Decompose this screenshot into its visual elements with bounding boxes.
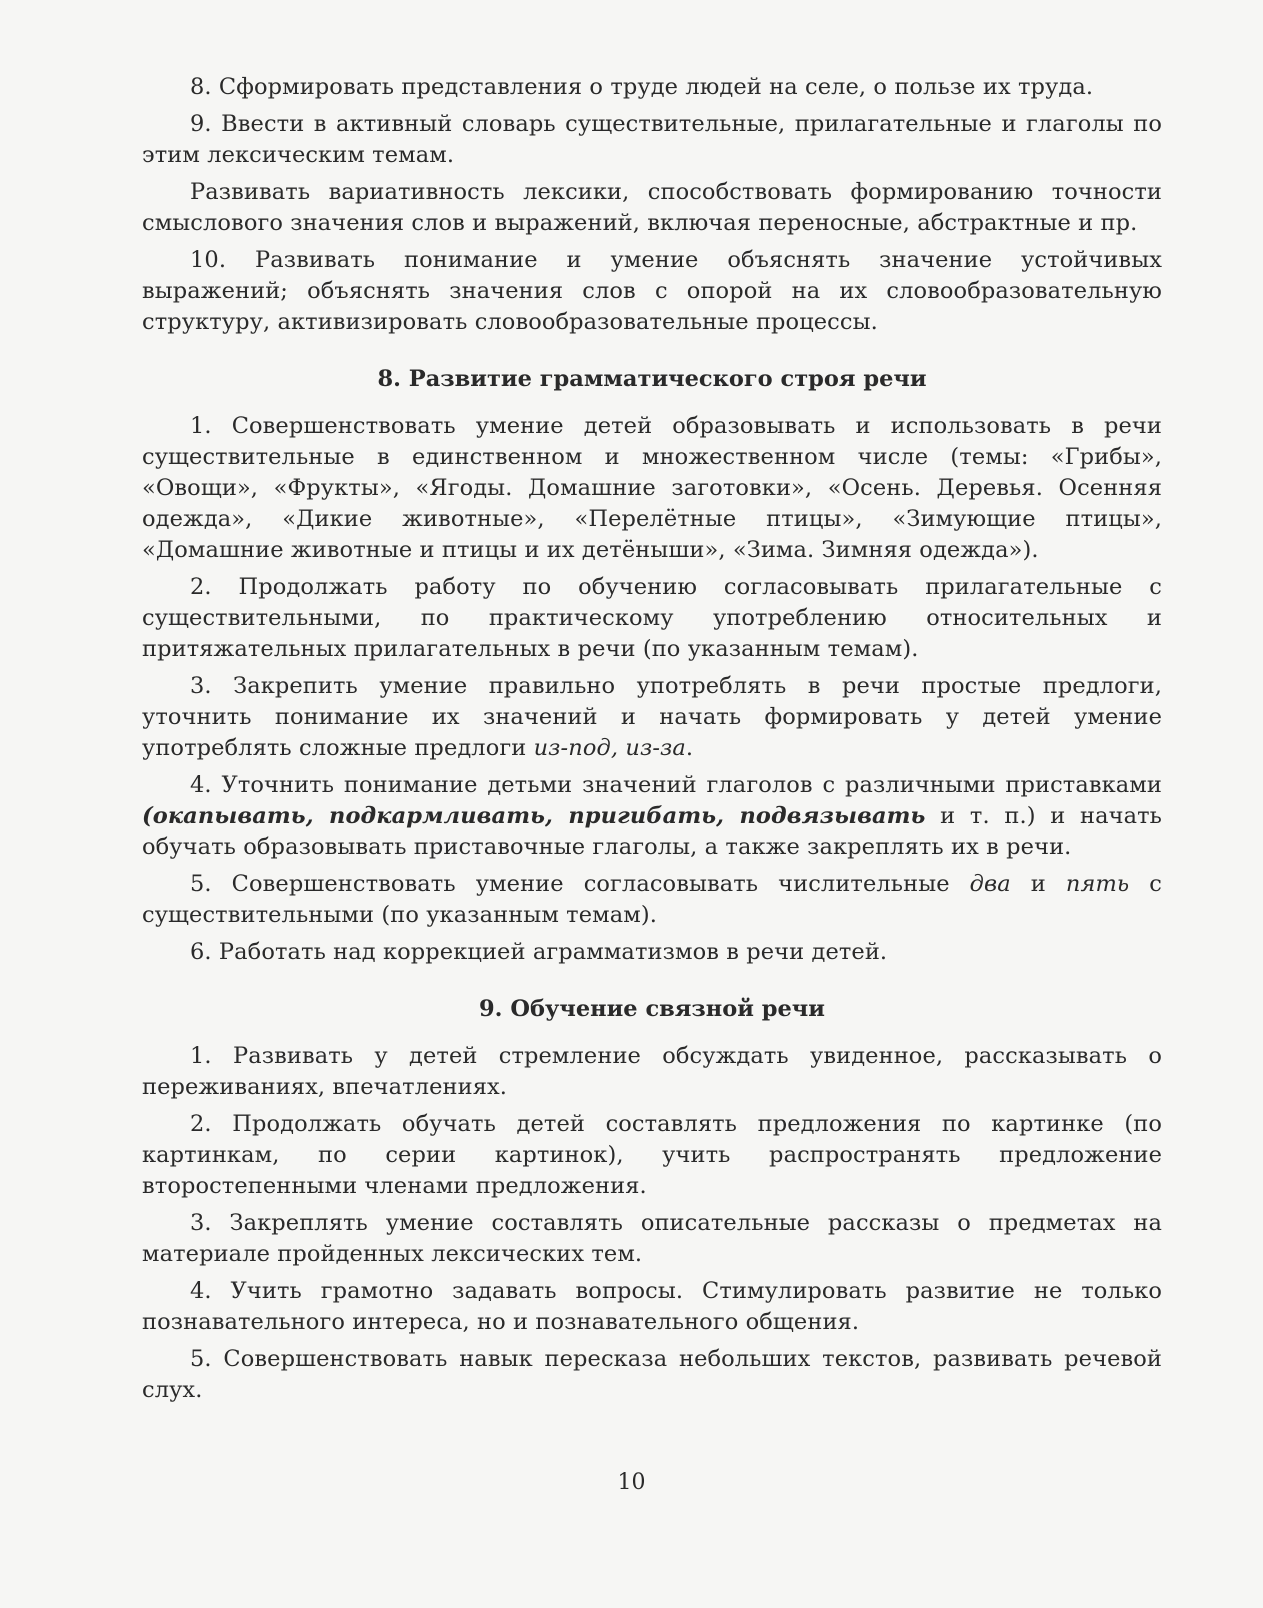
grammar-item-3-text: 3. Закрепить умение правильно употреблять в речи простые предлоги, уточнить понимание их значений и начать формировать у детей умение употреблять сложные предлоги — [142, 673, 1162, 761]
grammar-item-2: 2. Продолжать работу по обучению согласовывать прилагательные с существительными, по практическому употреблению относительных и притяжательных прилагательных в речи (по указанным темам). — [142, 574, 1162, 662]
speech-item-2: 2. Продолжать обучать детей составлять предложения по картинке (по картинкам, по серии картинок), учить распространять предложение второстепенными членами предложения. — [142, 1111, 1162, 1199]
grammar-item-4-end: и т. п.) и начать обучать образовывать приставочные глаголы, а также закреплять их в речи. — [142, 803, 1162, 860]
speech-item-4: 4. Учить грамотно задавать вопросы. Стимулировать развитие не только познавательного интереса, но и познавательного общения. — [142, 1278, 1162, 1335]
grammar-item-3-examples: из-под, из-за — [533, 735, 686, 761]
grammar-item-5-and: и — [1010, 871, 1066, 897]
lexicon-variability-paragraph: Развивать вариативность лексики, способствовать формированию точности смыслового значения слов и выражений, включая переносные, абстрактные и пр. — [142, 179, 1162, 236]
section-heading-grammar: 8. Развитие грамматического строя речи — [377, 366, 927, 392]
grammar-item-5-text1: 5. Совершенствовать умение согласовывать числительные — [190, 871, 970, 897]
grammar-item-4-text: 4. Уточнить понимание детьми значений глаголов с различными приставками — [190, 772, 1162, 798]
grammar-item-6: 6. Работать над коррекцией аграмматизмов в речи детей. — [190, 939, 888, 965]
grammar-item-5-word1: два — [969, 871, 1011, 897]
page-number: 10 — [617, 1470, 646, 1495]
lexicon-item-10: 10. Развивать понимание и умение объяснять значение устойчивых выражений; объяснять значения слов с опорой на их словообразовательную структуру, активизировать словообразовательные процессы. — [142, 247, 1162, 335]
speech-item-1: 1. Развивать у детей стремление обсуждать увиденное, рассказывать о переживаниях, впечатлениях. — [142, 1043, 1162, 1100]
grammar-item-4-examples: (окапывать, подкармливать, пригибать, подвязывать — [142, 803, 926, 829]
grammar-item-5-text2: с существительными (по указанным темам). — [142, 871, 1162, 928]
grammar-item-4 — [142, 770, 1162, 863]
speech-item-5: 5. Совершенствовать навык пересказа небольших текстов, развивать речевой слух. — [142, 1346, 1162, 1403]
grammar-item-3-end: . — [685, 735, 694, 761]
page-body — [142, 72, 1162, 1412]
lexicon-item-9: 9. Ввести в активный словарь существительные, прилагательные и глаголы по этим лексическим темам. — [142, 111, 1162, 168]
grammar-item-5 — [142, 869, 1162, 931]
section-heading-coherent-speech: 9. Обучение связной речи — [479, 996, 825, 1022]
grammar-item-3 — [142, 671, 1162, 764]
speech-item-3: 3. Закреплять умение составлять описательные рассказы о предметах на материале пройденных лексических тем. — [142, 1210, 1162, 1267]
grammar-item-5-word2: пять — [1065, 871, 1130, 897]
lexicon-item-8: 8. Сформировать представления о труде людей на селе, о пользе их труда. — [190, 74, 1094, 100]
grammar-item-1: 1. Совершенствовать умение детей образовывать и использовать в речи существительные в единственном и множественном числе (темы: «Грибы», «Овощи», «Фрукты», «Ягоды. Домашние заготовки», «Осень. Деревья. Осенняя одежда», «Дикие животные», «Перелётные птицы», «Зимующие птицы», «Домашние животные и птицы и их детёныши», «Зима. Зимняя одежда»). — [142, 413, 1162, 563]
